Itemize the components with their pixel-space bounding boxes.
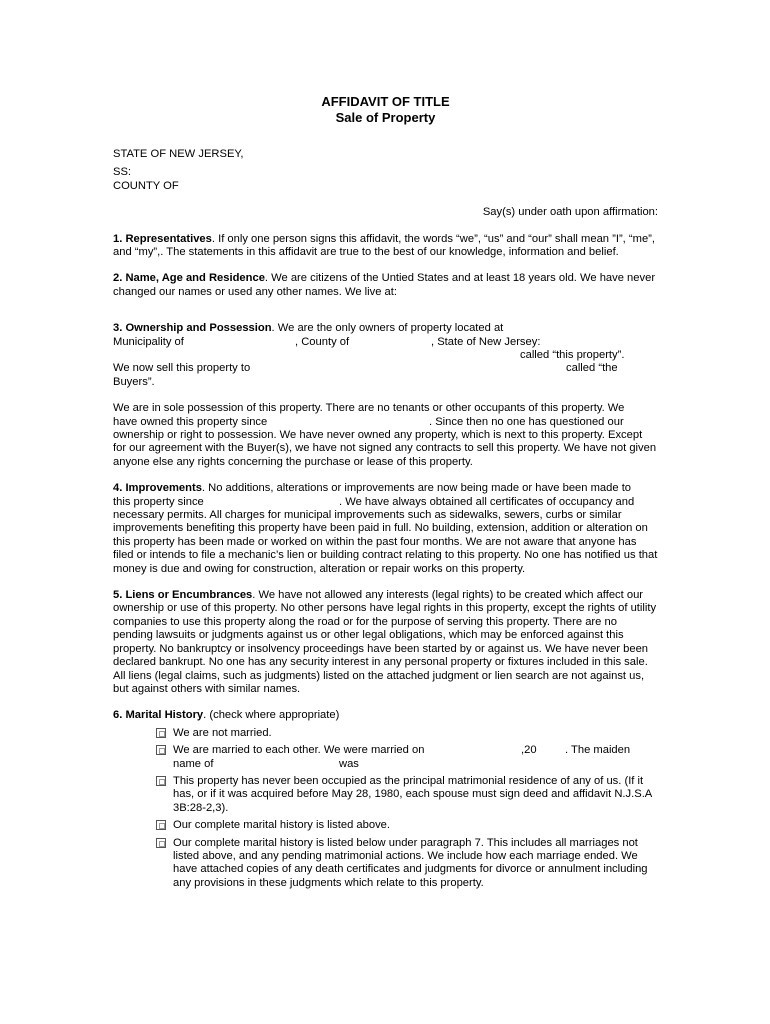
section-text: . No additions, alterations or improvements are now being made or have been made to: [201, 482, 632, 495]
owned-since-line: [113, 416, 658, 429]
option-label: Our complete marital history is listed above.: [173, 819, 390, 832]
state-label: , State of New Jersey:: [431, 335, 541, 348]
option-label: This property has never been occupied as the principal matrimonial residence of any of us. (If it has, or if it was acquired before May 28, 1980, each spouse must sign deed and affidavit N.J.S.A 3B:28-2,3).: [173, 774, 652, 814]
section-text: . If only one person signs this affidavit, the words “we”, “us” and “our” shall mean ”I”, “me”, and “my”,. The statements in this affidavit are true to the best of our knowledge, information and belief.: [113, 232, 655, 259]
called-property-label: called “this property”.: [520, 349, 625, 362]
section-liens: [113, 589, 658, 696]
questioned-label: . Since then no one has questioned our: [429, 415, 624, 428]
owned-since-label: have owned this property since: [113, 415, 268, 428]
section-text: . We are the only owners of property located at: [271, 322, 504, 335]
section-text: . We have not allowed any interests (legal rights) to be created which affect our ownership or use of this property. No other persons have legal rights in this property, except the rights of utility companies to use this property along the road or for the purpose of serving this property. There are no pending lawsuits or judgments against us or other legal obligations, which may be enforced against this property. No bankruptcy or insolvency proceedings have been started by or against us. We have never been declared bankrupt. No one has any security interest in any personal property or fixtures included in this sale. All liens (legal claims, such as judgments) listed on the attached judgment or lien search are not against us, but against others with similar names.: [113, 589, 657, 695]
section-representatives: [113, 233, 658, 260]
section-text: . (check where appropriate): [203, 709, 340, 722]
option-not-married: [113, 727, 658, 740]
option-married: [113, 744, 658, 771]
section-heading: 6. Marital History: [113, 709, 204, 722]
improvements-since-line: [113, 496, 658, 509]
possession-text: ownership or right to possession. We have never owned any property, which is next to this property. Except for our agreement with the Buyer(s), we have not signed any contracts to sell this property. We have not given anyone else any rights concerning the purchase or lease of this property.: [113, 429, 657, 468]
state-line: STATE OF NEW JERSEY,: [113, 148, 244, 160]
document-subtitle: Sale of Property: [335, 110, 436, 125]
married-label: We are married to each other. We were married on: [173, 744, 425, 757]
document-title: AFFIDAVIT OF TITLE: [321, 94, 450, 109]
possession-line-1: We are in sole possession of this property. There are no tenants or other occupants of this property. We: [113, 402, 625, 415]
section-marital-history: [113, 709, 658, 722]
called-buyers-label: called “the: [566, 362, 618, 375]
certificates-label: . We have always obtained all certificates of occupancy and: [339, 495, 635, 508]
section-heading: 2. Name, Age and Residence: [113, 272, 265, 285]
option-label: Our complete marital history is listed below under paragraph 7. This includes all marriages not listed above, and any pending matrimonial actions. We include how each marriage ended. We have attached copies of any death certificates and judgments for divorce or annulment including any provisions in these judgments which relate to this property.: [173, 836, 648, 889]
section-name-age-residence: [113, 272, 658, 299]
checkbox[interactable]: [156, 820, 166, 830]
maiden-name-line: [173, 758, 658, 771]
county-label: , County of: [295, 335, 350, 348]
married-line: [173, 744, 658, 757]
option-label: We are not married.: [173, 726, 272, 739]
oath-line: Say(s) under oath upon affirmation:: [482, 206, 658, 219]
checkbox[interactable]: [156, 838, 166, 848]
checkbox[interactable]: [156, 745, 166, 755]
sell-label: We now sell this property to: [113, 362, 251, 375]
year-label: ,20: [521, 744, 537, 757]
improvements-text: necessary permits. All charges for municipal improvements such as sidewalks, sewers, curbs or similar improvements benefiting this property have been paid in full. No building, extension, addition or alteration on this property has been made or worked on within the past four months. We are not aware that anyone has filed or intends to file a mechanic’s lien or building contract relating to this property. No one has notified us that money is due and owing for construction, alteration or repair works on this property.: [113, 509, 658, 575]
option-history-above: [113, 819, 658, 832]
option-history-below: [113, 837, 658, 891]
section-ownership: [113, 322, 658, 335]
municipality-line: [113, 336, 658, 349]
section-heading: 3. Ownership and Possession: [113, 322, 272, 335]
sell-line: [113, 362, 658, 375]
section-text: . We are citizens of the Untied States and at least 18 years old. We have never changed our names or used any other names. We live at:: [113, 272, 656, 298]
section-improvements: [113, 482, 658, 495]
county-line: COUNTY OF: [113, 179, 179, 192]
municipality-label: Municipality of: [113, 335, 184, 348]
affidavit-body: [113, 94, 658, 890]
option-never-occupied: [113, 775, 658, 815]
called-line: [113, 349, 658, 362]
buyers-label: Buyers”.: [113, 375, 155, 388]
section-heading: 4. Improvements: [113, 482, 202, 495]
section-heading: 1. Representatives: [113, 232, 212, 245]
checkbox[interactable]: [156, 728, 166, 738]
ss-line: SS:: [113, 166, 132, 179]
was-label: was: [339, 757, 359, 770]
name-of-label: name of: [173, 757, 214, 770]
section-heading: 5. Liens or Encumbrances: [113, 589, 253, 602]
improvements-since-label: this property since: [113, 495, 204, 508]
checkbox[interactable]: [156, 776, 166, 786]
maiden-label: . The maiden: [565, 744, 631, 757]
